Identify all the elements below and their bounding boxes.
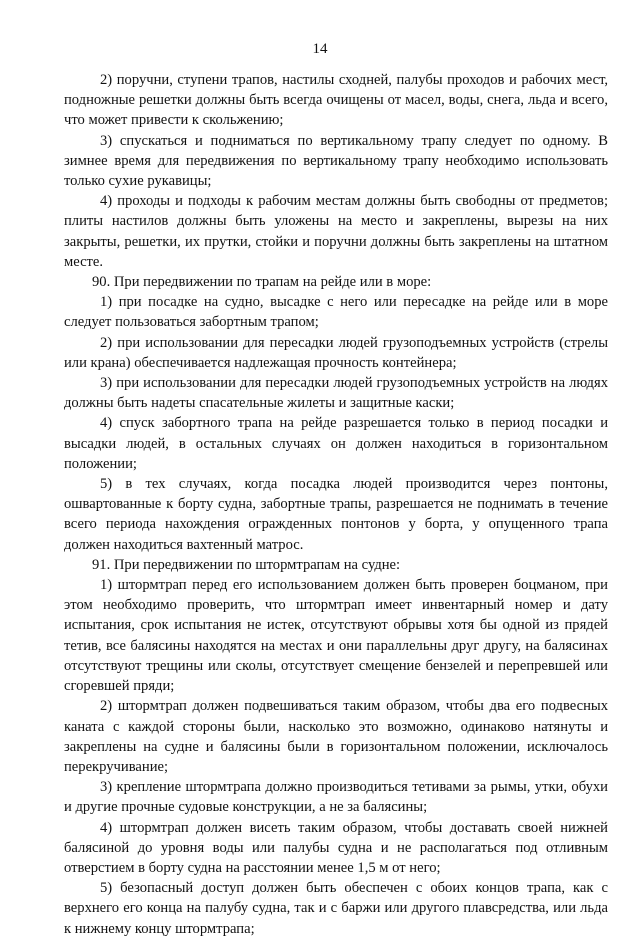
list-item-paragraph: 2) штормтрап должен подвешиваться таким образом, чтобы два его подвесных каната с каждой стороны были, насколько это возможно, одинаково натянуты и закреплены на судне и балясины были в горизонтальном положении, исключалось перекручивание; <box>64 698 608 775</box>
section-heading-paragraph: 90. При передвижении по трапам на рейде или в море: <box>92 274 432 291</box>
list-item-paragraph: 3) при использовании для пересадки людей грузоподъемных устройств на людях должны быть надеты спасательные жилеты и защитные каски; <box>64 375 608 412</box>
list-item-paragraph: 4) штормтрап должен висеть таким образом, чтобы доставать своей нижней балясиной до уровня воды или палубы судна и не располагаться под отливным отверстием в борту судна на расстоянии менее 1,5 м от него; <box>64 819 608 876</box>
section-heading-paragraph: 91. При передвижении по штормтрапам на судне: <box>92 556 401 573</box>
list-item-paragraph: 5) в тех случаях, когда посадка людей производится через понтоны, ошвартованные к борту судна, забортные трапы, разрешается не поднимать в течение всего периода нахождения огражденных понтонов у борта, у опущенного трапа должен находиться вахтенный матрос. <box>64 476 608 553</box>
list-item-paragraph: 4) проходы и подходы к рабочим местам должны быть свободны от предметов; плиты настилов должны быть уложены на место и закреплены, вырезы на них закрыты, решетки, их прутки, стойки и поручни должны быть закреплены на штатном месте. <box>64 193 608 270</box>
list-item-paragraph: 5) безопасный доступ должен быть обеспечен с обоих концов трапа, как с верхнего его конца на палубу судна, так и с баржи или другого плавсредства, или льда к нижнему концу штормтрапа; <box>64 880 608 937</box>
list-item-paragraph: 3) спускаться и подниматься по вертикальному трапу следует по одному. В зимнее время для передвижения по вертикальному трапу необходимо использовать только сухие рукавицы; <box>64 132 608 190</box>
list-item-paragraph: 2) поручни, ступени трапов, настилы сходней, палубы проходов и рабочих мест, подножные решетки должны быть всегда очищены от масел, воды, снега, льда и всего, что может привести к скольжению; <box>64 72 608 129</box>
document-body <box>64 70 608 939</box>
list-item-paragraph: 1) штормтрап перед его использованием должен быть проверен боцманом, при этом необходимо проверить, что штормтрап имеет инвентарный номер и дату испытания, срок испытания не истек, отсутствуют обрывы хотя бы одной из прядей тетив, все балясины находятся на местах и они параллельны друг другу, на балясинах отсутствуют трещины или сколы, отсутствует смещение бензелей и перепревшей или сгоревшей пряди; <box>64 577 608 695</box>
list-item-paragraph: 1) при посадке на судно, высадке с него или пересадке на рейде или в море следует пользоваться забортным трапом; <box>64 294 608 331</box>
list-item-paragraph: 2) при использовании для пересадки людей грузоподъемных устройств (стрелы или крана) обеспечивается надлежащая прочность контейнера; <box>64 334 608 371</box>
list-item-paragraph: 3) крепление штормтрапа должно производиться тетивами за рымы, утки, обухи и другие прочные судовые конструкции, а не за балясины; <box>64 779 608 816</box>
list-item-paragraph: 4) спуск забортного трапа на рейде разрешается только в период посадки и высадки людей, в остальных случаях он должен находиться в горизонтальном положении; <box>64 415 608 472</box>
page-number: 14 <box>312 41 328 57</box>
